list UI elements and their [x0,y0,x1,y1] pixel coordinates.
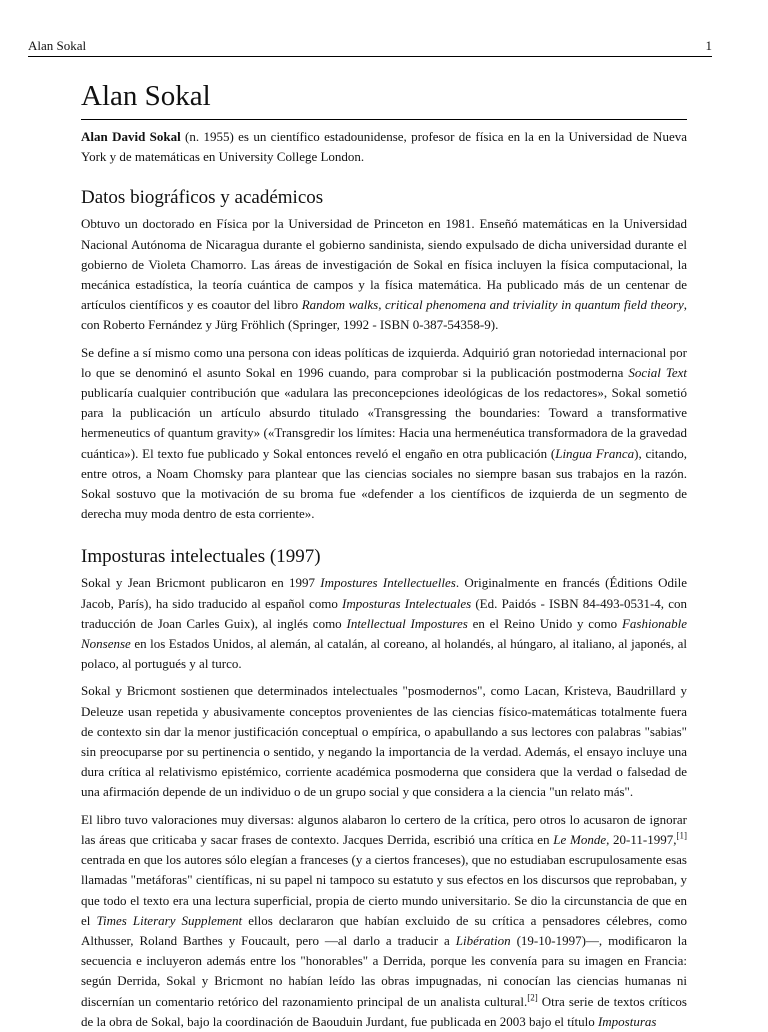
running-header [28,36,712,57]
text-run: . Originalmente en francés (Éditions Odile Jacob, París), ha sido traducido al español como [81,575,688,611]
journal-title: Social Text [628,364,688,380]
reference-link-2[interactable]: [2] [527,992,538,1003]
intro-paragraph [81,127,687,167]
text-run: Obtuvo un doctorado en Física por la Universidad de Princeton en 1981. Enseñó matemáticas en la Universidad Nacional Autónoma de Nicaragua durante el gobierno sandinista, siendo expulsado de dicha universidad durante el gobierno de Violeta Chamorro. Las áreas de investigación de Sokal en física incluyen la física computacional, la mecánica estadística, la teoría cuántica de campos y la física matemática. Ha publicado más de un centenar de artículos científicos y es coautor del libro [81,216,687,313]
newspaper-title: Le Monde [553,831,607,847]
text-run: ellos declararon que habían excluido de su crítica a pensadores célebres, como Althusser, Roland Barthes y Foucault, pero —al darlo a traducir a [81,912,688,948]
text-run: ), citando, entre otros, a Noam Chomsky para plantear que las ciencias sociales no siempre basan sus trabajos en la razón. Sokal sostuvo que la motivación de su broma fue «defender a los científicos de izquierda de un segmento de derecha muy moda dentro de esta corriente». [81,445,688,522]
datos-paragraph-2 [81,343,687,525]
text-run: centrada en que los autores sólo elegían a franceses (y a ciertos franceses), que no estudiaban escrupulosamente esas llamadas "metáforas" científicas, ni su papel ni tampoco su estatuto y sus efectos en los discursos que reprobaban, y que todo el texto era una lectura superficial, propia de cierto mundo universitario. Se dio la circunstancia de que en el [81,852,687,928]
book-title-french: Impostures Intellectuelles [320,575,456,591]
book-title-spanish: Imposturas Intelectuales [342,595,472,611]
subject-name: Alan David Sokal [81,129,181,144]
text-run: Se define a sí mismo como una persona con ideas políticas de izquierda. Adquirió gran notoriedad internacional por lo que se denominó el asunto Sokal en 1996 cuando, para comprobar si la publicación postmoderna [81,344,687,380]
article-title: Alan Sokal [81,78,687,120]
book-title: Random walks, critical phenomena and triviality in quantum field theory [301,297,684,313]
imposturas-paragraph-1 [81,573,687,674]
text-run: Sokal y Jean Bricmont publicaron en 1997 [81,575,321,591]
newspaper-title: Times Literary Supplement [96,912,243,928]
page-number: 1 [705,38,712,53]
text-run: en los Estados Unidos, al alemán, al catalán, al coreano, al holandés, al húngaro, al italiano, al japonés, al polaco, al portugués y al turco. [81,636,687,672]
text-run: , 20-11-1997, [606,831,677,847]
text-run: Otra serie de textos críticos de la obra de Sokal, bajo la coordinación de Baouduin Jurdant, fue publicada en 2003 bajo el título [81,993,687,1029]
text-run: , con Roberto Fernández y Jürg Fröhlich (Springer, 1992 - ISBN 0-387-54358-9). [81,297,687,333]
book-title-uk: Intellectual Impostures [346,615,468,631]
imposturas-paragraph-2: Sokal y Bricmont sostienen que determinados intelectuales "posmodernos", como Lacan, Kristeva, Baudrillard y Deleuze usan repetida y abusivamente conceptos provenientes de las ciencias físico-matemáticas totalmente fuera de contexto sin dar la menor justificación conceptual o empírica, o apabullando a sus lectores con palabras "sabias" sin preocuparse por su pertinencia o sentido, y negando la importancia de la verdad. Además, el ensayo incluye una dura crítica al relativismo epistémico, corriente académica posmoderna que considera que la verdad o falsedad de una afirmación depende de un individuo o de un grupo social y que considera a la ciencia "un relato más". [81,683,687,800]
intro-text: (n. 1955) es un científico estadounidense, profesor de física en la en la Universidad de Nueva York y de matemáticas en University College London. [81,129,687,165]
text-run: en el Reino Unido y como [467,615,622,631]
text-run: (19-10-1997)—, modificaron la secuencia e incluyeron además entre los "honorables" a Derrida, porque les convenía para su imagen en Francia: según Derrida, Sokal y Bricmont no habían leído las obras impugnadas, ni conocían las ciencias humanas ni discernían un comentario retórico del razonamiento principal de un analista cultural. [81,932,687,1009]
imposturas-paragraph-3 [81,810,687,1032]
article-body [81,78,687,1032]
datos-paragraph-1 [81,214,687,335]
text-run: (Ed. Paidós - ISBN 84-493-0531-4, con traducción de Joan Carles Guix), al inglés como [81,595,687,631]
text-run: El libro tuvo valoraciones muy diversas: algunos alabaron lo certero de la crítica, pero otros lo acusaron de ignorar las áreas que criticaba y sacar frases de contexto. Jacques Derrida, escribió una crítica en [81,811,687,847]
running-header-title: Alan Sokal [28,38,87,53]
reference-link-1[interactable]: [1] [676,830,687,841]
magazine-title: Lingua Franca [555,445,635,461]
section-heading-datos: Datos biográficos y académicos [81,187,324,209]
text-run: publicaría cualquier contribución que «adulara las preconcepciones ideológicas de los redactores», Sokal sometió para la publicación un artículo absurdo titulado «Transgressing the boundaries: Toward a transformative hermeneutics of quantum gravity» («Transgredir los límites: Hacia una hermenéutica transformadora de la gravedad cuántica»). El texto fue publicado y Sokal entonces reveló el engaño en otra publicación ( [81,385,687,461]
book-title-partial: Imposturas [597,1013,657,1029]
book-title-us: Fashionable Nonsense [81,615,687,652]
section-heading-imposturas: Imposturas intelectuales (1997) [81,546,321,568]
newspaper-title: Libération [455,932,511,948]
